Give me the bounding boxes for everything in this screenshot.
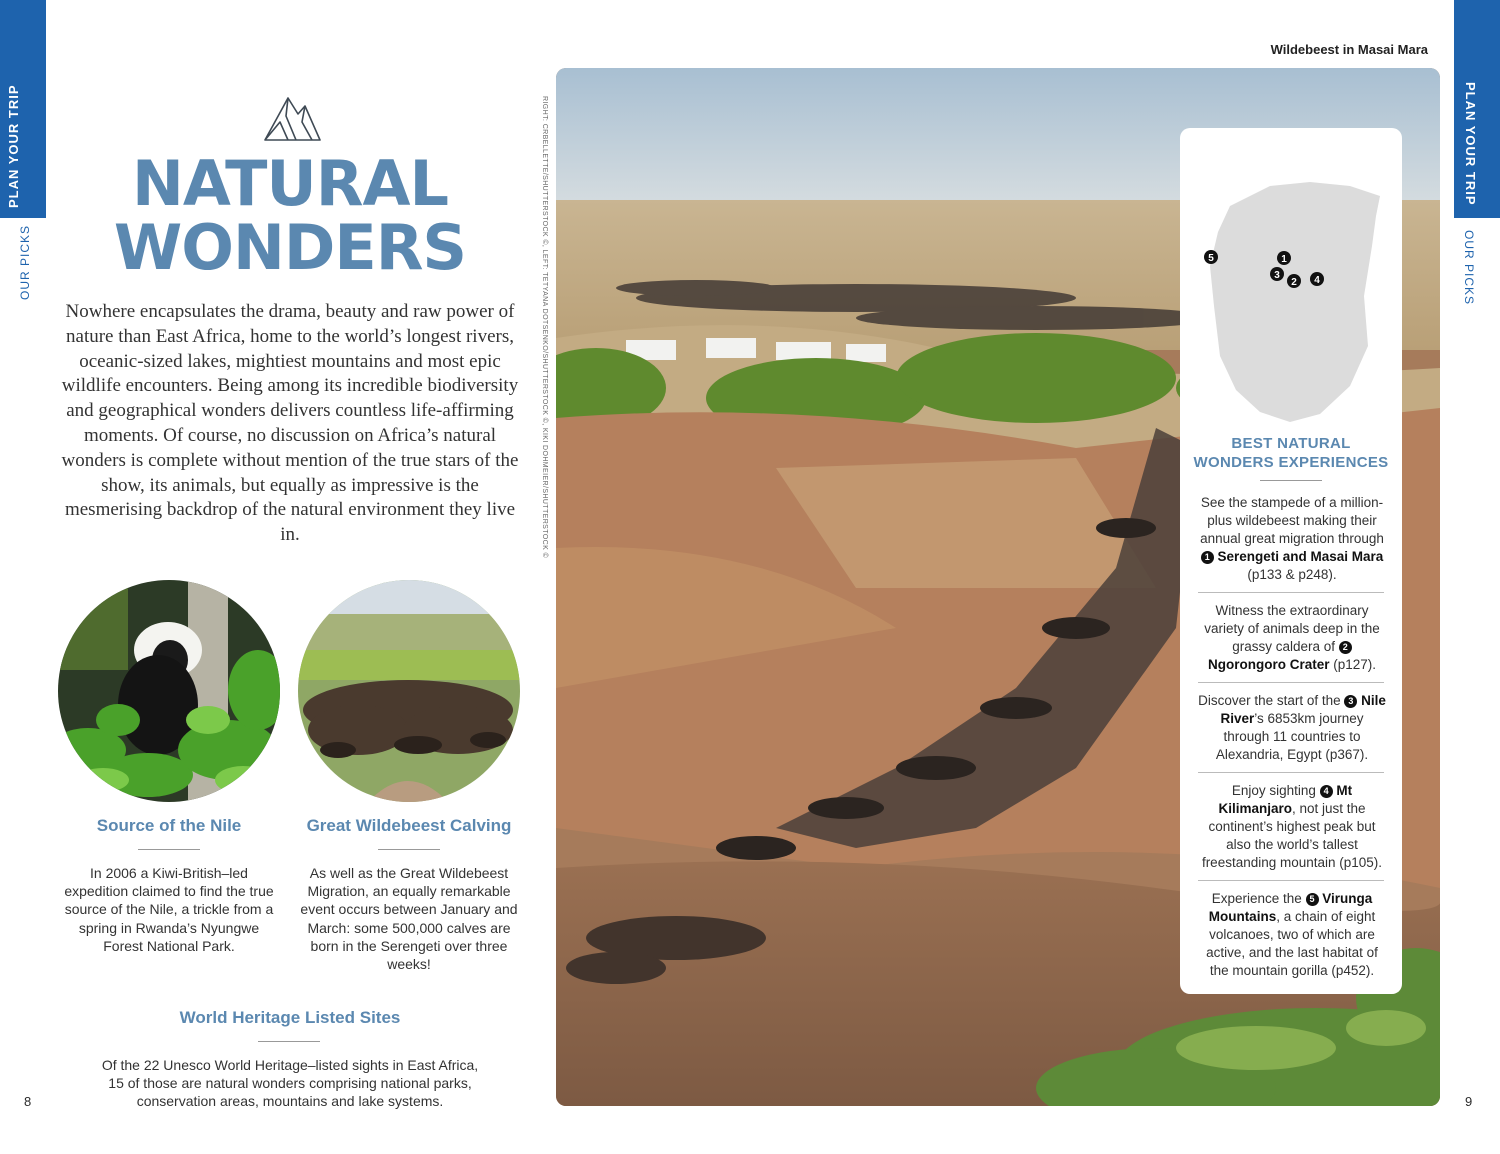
side-tab-sub-left: OUR PICKS [18, 224, 32, 300]
feature-rule-nile [138, 849, 200, 850]
title-line-1: NATURAL [132, 147, 448, 220]
experience-item: Discover the start of the 3 Nile River’s 6853km journey through 11 countries to Alexandria, Egypt (p367). [1198, 693, 1386, 762]
feature-text-heritage: Of the 22 Unesco World Heritage–listed sights in East Africa, 15 of those are natural wonders comprising national parks, conservation areas, mountains and lake systems. [101, 1057, 479, 1110]
map-marker-2 [1287, 274, 1301, 288]
experience-item: Witness the extraordinary variety of animals deep in the grassy caldera of 2 Ngorongoro Crater (p127). [1204, 603, 1380, 672]
map-marker-4 [1310, 272, 1324, 286]
panel-rule [1260, 480, 1322, 481]
map-marker-3 [1270, 267, 1284, 281]
wildebeest-herd-photo [298, 580, 520, 802]
side-tab-label-right: PLAN YOUR TRIP [1463, 82, 1478, 206]
feature-rule-calving [378, 849, 440, 850]
page-title [60, 147, 520, 284]
marker-badge: 5 [1306, 893, 1319, 906]
panel-heading-line-1: BEST NATURAL [1231, 435, 1351, 452]
marker-badge: 4 [1320, 785, 1333, 798]
experience-item: Enjoy sighting 4 Mt Kilimanjaro, not just the continent’s highest peak but also the world’s tallest freestanding mountain (p105). [1201, 783, 1383, 870]
side-tab-sub-right: OUR PICKS [1462, 230, 1476, 306]
svg-text:3: 3 [1274, 270, 1280, 281]
marker-badge: 1 [1201, 551, 1214, 564]
panel-heading [1180, 434, 1402, 472]
svg-text:1: 1 [1281, 254, 1287, 265]
tanzania-map [1200, 176, 1384, 436]
experiences-panel [1180, 128, 1402, 994]
marker-badge: 3 [1344, 695, 1357, 708]
title-line-2: WONDERS [113, 211, 467, 284]
mountain-icon [262, 92, 322, 144]
marker-badge: 2 [1339, 641, 1352, 654]
intro-paragraph: Nowhere encapsulates the drama, beauty and raw power of nature than East Africa, home to the world’s longest rivers, oceanic-sized lakes, mightiest mountains and most epic wildlife encounters. Being among its incredible biodiversity and geographical wonders delivers countless life-affirming moments. Of course, no discussion on Africa’s natural wonders is complete without mention of the true stars of the show, its animals, but equally as impressive is the mesmerising backdrop of the natural environment they live in. [61, 301, 519, 546]
experience-item: See the stampede of a million-plus wildebeest making their annual great migration through 1 Serengeti and Masai Mara (p133 & p248). [1200, 495, 1384, 582]
feature-rule-heritage [258, 1041, 320, 1042]
page-number-right: 9 [1465, 1094, 1473, 1109]
feature-text-nile: In 2006 a Kiwi-British–led expedition claimed to find the true source of the Nile, a trickle from a spring in Rwanda’s Nyungwe Forest National Park. [64, 865, 274, 954]
experience-divider [1198, 682, 1384, 683]
feature-heading-calving: Great Wildebeest Calving [306, 816, 512, 835]
feature-text-calving: As well as the Great Wildebeest Migration, an equally remarkable event occurs between January and March: some 500,000 calves are born in the Serengeti over three weeks! [300, 865, 518, 973]
svg-text:4: 4 [1314, 275, 1320, 286]
photo-caption: Wildebeest in Masai Mara [1270, 42, 1428, 57]
panel-heading-line-2: WONDERS EXPERIENCES [1193, 454, 1389, 471]
experience-item: Experience the 5 Virunga Mountains, a chain of eight volcanoes, two of which are active, and the last habitat of the mountain gorilla (p452). [1206, 891, 1378, 978]
photo-credit: RIGHT: CRBELLETTE/SHUTTERSTOCK ©, LEFT: TETYANA DOTSENKO/SHUTTERSTOCK ©, KIKI DOHMEIER/SHUTTERSTOCK © [541, 96, 548, 559]
feature-heading-heritage: World Heritage Listed Sites [179, 1008, 401, 1027]
svg-text:2: 2 [1291, 277, 1297, 288]
experience-divider [1198, 592, 1384, 593]
page-number-left: 8 [24, 1094, 32, 1109]
map-marker-5 [1204, 250, 1218, 264]
experience-divider [1198, 880, 1384, 881]
map-marker-1 [1277, 251, 1291, 265]
feature-heading-nile: Source of the Nile [96, 816, 242, 835]
svg-text:5: 5 [1208, 253, 1214, 264]
monkey-photo [58, 580, 280, 802]
side-tab-label-left: PLAN YOUR TRIP [6, 84, 21, 208]
experience-divider [1198, 772, 1384, 773]
